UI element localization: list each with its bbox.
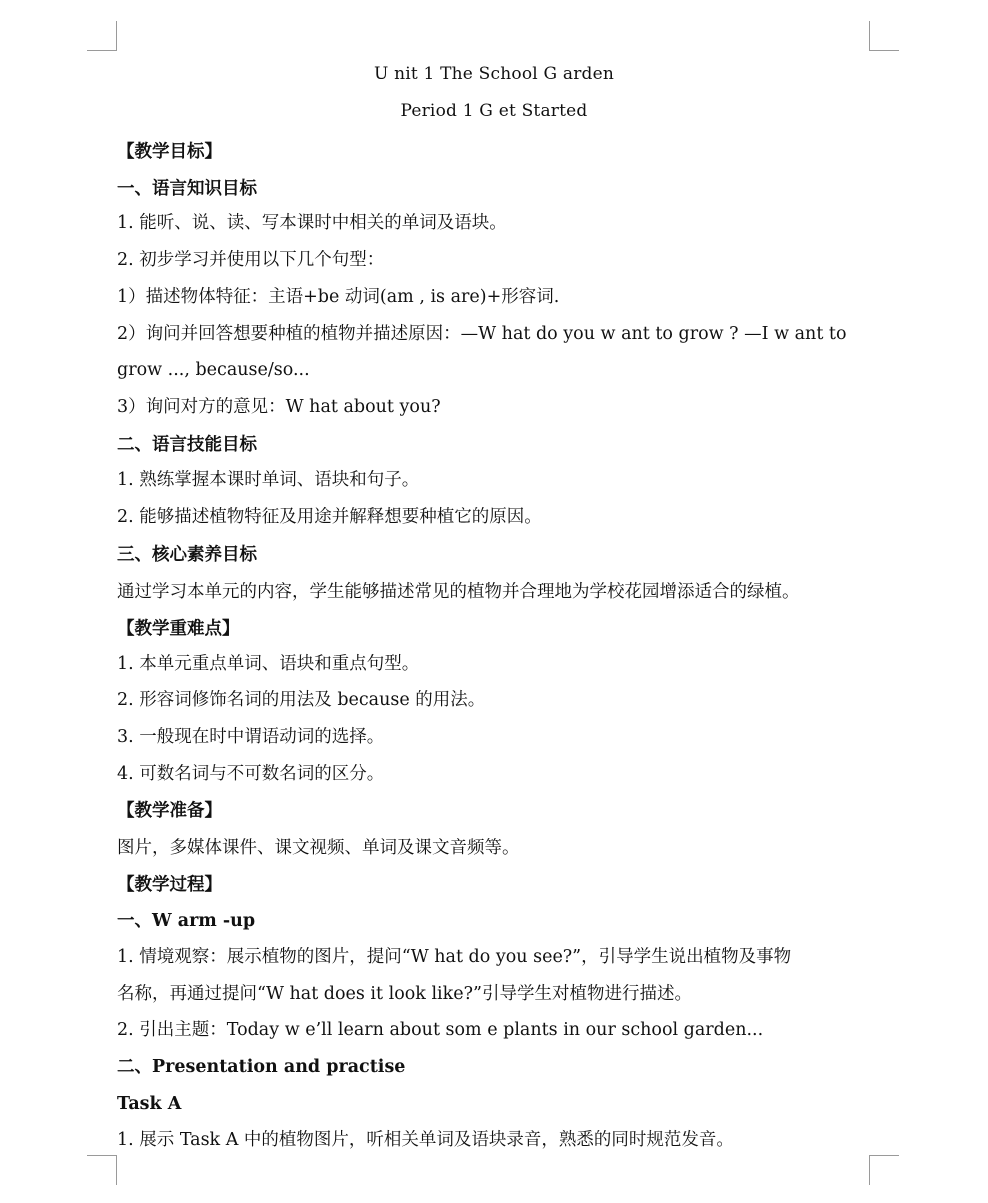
section-heading-teaching-goals: 【教学目标】 <box>117 142 222 162</box>
body-line: 2. 引出主题：Today w e’ll learn about som e plants in our school garden... <box>117 1020 764 1040</box>
body-line: 通过学习本单元的内容，学生能够描述常见的植物并合理地为学校花园增添适合的绿植。 <box>117 582 800 602</box>
body-line: 名称，再通过提问“W hat does it look like?”引导学生对植物进行描述。 <box>117 984 692 1004</box>
document-title: U nit 1 The School G arden <box>373 64 615 84</box>
crop-mark-top-right-v <box>869 21 870 51</box>
body-line: 2）询问并回答想要种植的植物并描述原因：—W hat do you w ant to grow ? —I w ant to <box>117 324 847 344</box>
crop-mark-top-right-h <box>869 50 899 51</box>
section-heading-key-difficult-points: 【教学重难点】 <box>117 619 240 639</box>
crop-mark-bottom-right-h <box>869 1155 899 1156</box>
body-line: 1. 本单元重点单词、语块和重点句型。 <box>117 654 420 674</box>
section-heading-preparation: 【教学准备】 <box>117 801 222 821</box>
subheading-language-skills: 二、语言技能目标 <box>117 435 257 455</box>
body-line: 3）询问对方的意见：W hat about you? <box>117 397 441 417</box>
crop-mark-bottom-left-v <box>116 1155 117 1185</box>
body-line: 1. 展示 Task A 中的植物图片，听相关单词及语块录音，熟悉的同时规范发音。 <box>117 1130 734 1150</box>
subheading-warm-up: 一、W arm -up <box>117 911 256 931</box>
subheading-presentation-practise: 二、Presentation and practise <box>117 1057 406 1077</box>
subheading-core-literacy: 三、核心素养目标 <box>117 545 257 565</box>
crop-mark-top-left-h <box>87 50 117 51</box>
crop-mark-top-left-v <box>116 21 117 51</box>
body-line: 4. 可数名词与不可数名词的区分。 <box>117 764 385 784</box>
subheading-task-a: Task A <box>117 1094 182 1114</box>
body-line: 2. 形容词修饰名词的用法及 because 的用法。 <box>117 690 486 710</box>
section-heading-teaching-process: 【教学过程】 <box>117 875 222 895</box>
crop-mark-bottom-right-v <box>869 1155 870 1185</box>
body-line: 图片，多媒体课件、课文视频、单词及课文音频等。 <box>117 838 520 858</box>
body-line: 1. 能听、说、读、写本课时中相关的单词及语块。 <box>117 213 507 233</box>
body-line: 1. 情境观察：展示植物的图片，提问“W hat do you see?”，引导学生说出植物及事物 <box>117 947 792 967</box>
crop-mark-bottom-left-h <box>87 1155 117 1156</box>
body-line: grow ..., because/so... <box>117 360 310 380</box>
body-line: 1）描述物体特征：主语+be 动词(am , is are)+形容词. <box>117 287 560 307</box>
document-subtitle: Period 1 G et Started <box>400 101 588 121</box>
body-line: 2. 初步学习并使用以下几个句型： <box>117 250 385 270</box>
body-line: 1. 熟练掌握本课时单词、语块和句子。 <box>117 470 420 490</box>
subheading-language-knowledge: 一、语言知识目标 <box>117 179 257 199</box>
body-line: 3. 一般现在时中谓语动词的选择。 <box>117 727 385 747</box>
body-line: 2. 能够描述植物特征及用途并解释想要种植它的原因。 <box>117 507 542 527</box>
